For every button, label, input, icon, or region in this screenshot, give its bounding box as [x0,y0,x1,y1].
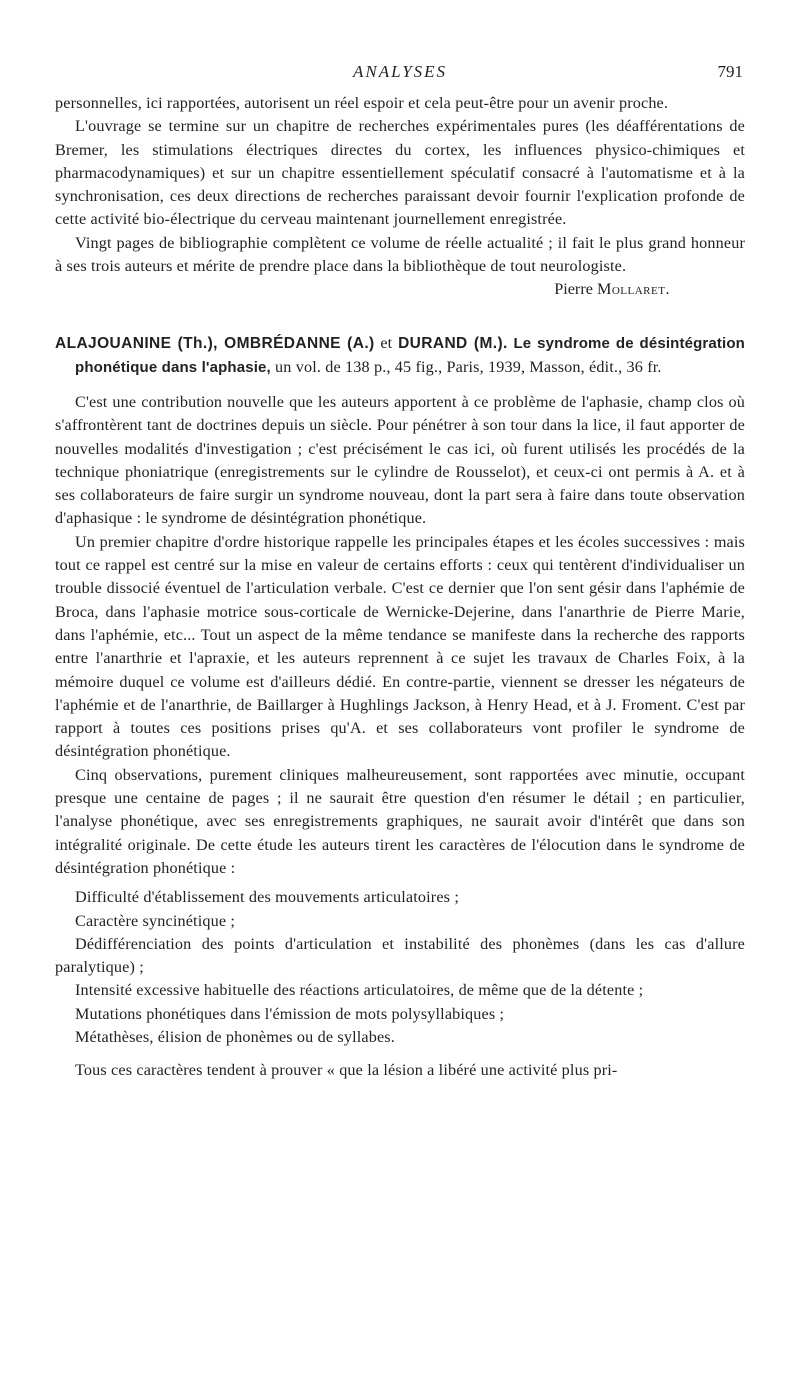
list-item: Mutations phonétiques dans l'émission de mots polysyllabiques ; [75,1004,505,1023]
page [55,62,745,1083]
list-item: Caractère syncinétique ; [75,911,236,930]
paragraph: Vingt pages de bibliographie complètent ce volume de réelle actualité ; il fait le plus grand honneur à ses trois auteurs et mérite de prendre place dans la bibliothèque de tout neurologiste. [55,233,745,276]
publication-details: un vol. de 138 p., 45 fig., Paris, 1939, Masson, édit., 36 fr. [275,357,662,376]
list-item: Métathèses, élision de phonèmes ou de syllabes. [75,1027,395,1046]
signature-last-name: Mollaret. [596,280,670,299]
paragraph: Tous ces caractères tendent à prouver « que la lésion a libéré une activité plus pri- [75,1061,618,1080]
list-item: Intensité excessive habituelle des réactions articulatoires, de même que de la détente ; [75,981,644,1000]
book-title: Le syndrome de désintégration phonétique dans l'aphasie, [75,335,745,376]
paragraph: Un premier chapitre d'ordre historique rappelle les principales étapes et les écoles successives : mais tout ce rappel est centré sur la mise en valeur de certains efforts : ceux qui tentèrent d'individualiser un trouble dissocié éventuel de l'articulation verbale. C'est ce dernier que l'on sent gésir dans l'aphémie de Broca, dans l'aphasie motrice sous-corticale de Wernicke-Dejerine, dans l'anarthrie de Pierre Marie, dans l'aphémie, etc... Tout un aspect de la même tendance se manifeste dans la recherche des rapports entre l'anarthrie et l'apraxie, et les auteurs reprennent à ce sujet les travaux de Charles Foix, à la mémoire duquel ce volume est d'ailleurs dédié. En contre-partie, viennent se dresser les négateurs de l'aphémie et de l'anarthrie, de Baillarger à Hughlings Jackson, à Henry Head, et à J. Froment. C'est par rapport à toutes ces positions prises qu'A. et ses collaborateurs vont profiler le syndrome de désintégration phonétique. [55,532,745,761]
bibliographic-entry [55,332,745,379]
signature-first-name: Pierre [554,280,593,299]
list-item: Dédifférenciation des points d'articulation et instabilité des phonèmes (dans les cas d'allure paralytique) ; [55,934,745,977]
review-mollaret [55,92,745,299]
authors: ALAJOUANINE (Th.), OMBRÉDANNE (A.) [55,335,375,353]
signature [55,280,745,299]
page-number: 791 [717,62,743,81]
characteristics-list [55,886,745,1049]
paragraph: L'ouvrage se termine sur un chapitre de recherches expérimentales pures (les déafférentations de Bremer, les stimulations électriques directes du cortex, les influences physico-chimiques et pharmacodynamiques) et sur un chapitre essentiellement spéculatif consacré à l'automatisme et à la synchronisation, ces deux directions de recherches paraissant devoir fournir l'explication profonde de cette activité bio-électrique du cerveau maintenant journellement enregistrée. [55,117,745,229]
running-title: ANALYSES [352,62,448,81]
paragraph: personnelles, ici rapportées, autorisent un réel espoir et cela peut-être pour un avenir proche. [55,94,669,112]
author-three: DURAND (M.). [398,335,508,353]
page-header [55,62,745,92]
review-alajouanine [55,332,745,1082]
paragraph: Cinq observations, purement cliniques malheureusement, sont rapportées avec minutie, occupant presque une centaine de pages ; il ne saurait être question d'en résumer le détail ; en particulier, l'analyse phonétique, avec ses enregistrements graphiques, ne saurait avoir d'intérêt que dans son intégralité originale. De cette étude les auteurs tirent les caractères de l'élocution dans le syndrome de désintégration phonétique : [55,765,745,877]
list-item: Difficulté d'établissement des mouvements articulatoires ; [75,888,459,907]
and-word: et [380,334,393,353]
paragraph: C'est une contribution nouvelle que les auteurs apportent à ce problème de l'aphasie, champ clos où s'affrontèrent tant de doctrines depuis un siècle. Pour pénétrer à son tour dans la lice, il faut apporter de nouvelles modalités d'investigation ; c'est précisément le cas ici, où furent utilisés les procédés de la technique phoniatrique (enregistrements sur le cylindre de Rousselot), et ceux-ci ont permis à A. et à ses collaborateurs de faire surgir un syndrome nouveau, dont la part sera à faire dans toute observation d'aphasique : le syndrome de désintégration phonétique. [55,392,745,528]
